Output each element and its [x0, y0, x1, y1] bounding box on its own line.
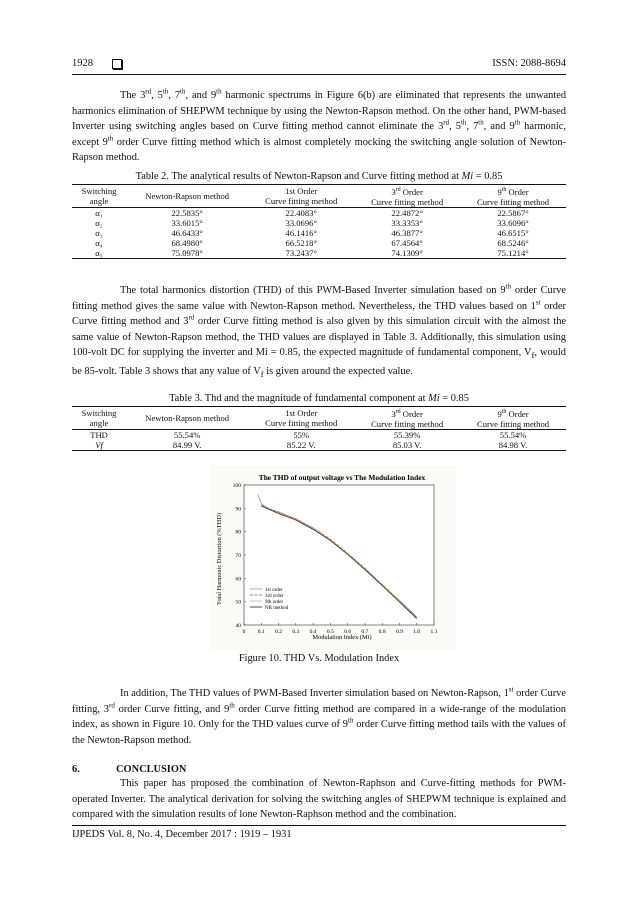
table3-header-9th: 9th Order Curve fitting method [460, 407, 566, 430]
table2-header-9th: 9th Order Curve fitting method [460, 185, 566, 208]
table2-header-newton: Newton-Rapson method [126, 185, 248, 208]
square-bullet-icon [112, 59, 122, 69]
x-tick-label: 0.5 [326, 629, 334, 635]
paragraph-comparison: In addition, The THD values of PWM-Based Inverter simulation based on Newton-Rapson, 1st order Curve fitting, 3rd order Curve fitting, and 9th order Curve fitting method are compared in a wide-range of the modulation index, as shown in Figure 10. Only for the THD values curve of 9th order Curve fitting method tails with the values of the Newton-Rapson method. [72, 685, 567, 746]
legend-entry: 9th order [265, 599, 284, 605]
table3-header-angle: Switching angle [72, 407, 126, 430]
table3 [72, 406, 566, 451]
paragraph-conclusion: This paper has proposed the combination of Newton-Raphson and Curve-fitting methods for PWM-operated Inverter. The analytical derivation for solving the switching angles of SHEPWM technique is explained and compared with the simulation results of lone Newton-Raphson method and the combination. [72, 778, 566, 821]
table-row: α₅ 75.0978° 73.2437° 74.1309° 75.1214° [72, 248, 566, 259]
chart-x-axis-label: Modulation Index (Mi) [312, 634, 372, 641]
y-tick-label: 50 [235, 599, 241, 606]
chart-y-axis-label: Total Harmonic Distortion (%THD) [216, 512, 223, 606]
issn: ISSN: 2088-8694 [492, 58, 566, 69]
table-row: THD 55.54% 55% 55.39% 55.54% [90, 429, 527, 440]
header-rule [72, 74, 566, 75]
y-tick-label: 80 [235, 529, 241, 536]
table-row: α₄ 68.4980° 66.5218° 67.4564° 68.5246° [95, 237, 529, 248]
legend-entry: 3rd order [265, 593, 284, 599]
x-tick-label: 0.3 [292, 629, 300, 635]
table-row: α₃ 46.6433° 46.1416° 46.3877° 46.6515° [95, 227, 529, 238]
legend-entry: NR method [265, 605, 289, 611]
y-tick-label: 60 [235, 576, 241, 583]
table2-header-angle: Switching angle [72, 185, 126, 208]
x-tick-label: 0.2 [275, 629, 283, 635]
footer-rule [72, 825, 566, 826]
table2-caption: Table 2. The analytical results of Newton-Rapson and Curve fitting method at Mi = 0.85 [135, 171, 503, 182]
x-tick-label: 0.8 [378, 629, 386, 635]
table3-header-3rd: 3rd Order Curve fitting method [354, 407, 460, 430]
table2-header-3rd: 3rd Order Curve fitting method [354, 185, 460, 208]
table-row: Vf 84.99 V. 85.22 V. 85.03 V. 84.98 V. [72, 440, 566, 451]
paragraph-harmonic-spectrums: The 3rd, 5th, 7th, and 9th harmonic spectrums in Figure 6(b) are eliminated that represents the unwanted harmonics elimination of SHEPWM technique by using the Newton-Rapson method. On the other hand, PWM-based Inverter using switching angles based on Curve fitting method cannot eliminate the 3rd, 5th, 7th, and 9th harmonic, except 9th order Curve fitting method which is almost completely mocking the switching angle solution of Newton-Rapson method. [72, 87, 567, 164]
table3-caption: Table 3. Thd and the magnitude of fundamental component at Mi = 0.85 [169, 393, 469, 404]
table-row: α₂ 33.6015° 33.0696° 33.3353° 33.6096° [95, 217, 529, 228]
y-tick-label: 90 [235, 506, 241, 513]
table-row: α₁ 22.5835° 22.4083° 22.4872° 22.5867° [95, 207, 529, 218]
x-tick-label: 0.1 [257, 629, 265, 635]
x-tick-label: 0.7 [361, 629, 369, 635]
page-number: 1928 [72, 58, 93, 69]
x-tick-label: 0.4 [309, 629, 317, 635]
paragraph-thd: The total harmonics distortion (THD) of this PWM-Based Inverter simulation based on 9th order Curve fitting method gives the same value with Newton-Rapson method. Nevertheless, the THD values based on 1st order Curve fitting method and 3rd order Curve fitting method is also given by this simulation circuit with the almost the same value of Newton-Rapson method, the THD values are displayed in Table 3. Additionally, this simulation using 100-volt DC for supplying the inverter and Mi = 0.85, the expected magnitude of fundamental component, $V_f$, would be 85-volt. Table 3 shows that any value of $V_f$ is given around the expected value. [72, 282, 566, 380]
x-tick-label: 0 [242, 629, 246, 635]
y-tick-label: 100 [232, 483, 241, 489]
table2-header-1st: 1st Order Curve fitting method [248, 185, 354, 208]
footer: IJPEDS Vol. 8, No. 4, December 2017 : 1919 – 1931 [72, 829, 292, 840]
x-tick-label: 1.0 [413, 629, 421, 635]
x-tick-label: 0.6 [344, 629, 352, 635]
thd-vs-mi-chart [210, 465, 456, 650]
x-tick-label: 0.9 [395, 629, 403, 635]
table3-header-newton: Newton-Rapson method [126, 407, 248, 430]
table3-header-1st: 1st Order Curve fitting method [248, 407, 354, 430]
figure10-caption: Figure 10. THD Vs. Modulation Index [238, 653, 400, 664]
chart-title: The THD of output voltage vs The Modulation Index [258, 473, 426, 482]
section-heading: 6. CONCLUSION [72, 764, 187, 775]
x-tick-label: 1.1 [430, 629, 438, 635]
page-header [72, 58, 566, 74]
y-tick-label: 70 [235, 553, 241, 559]
table2 [72, 184, 566, 259]
y-tick-label: 40 [235, 623, 241, 629]
legend-entry: 1st order [265, 587, 283, 593]
